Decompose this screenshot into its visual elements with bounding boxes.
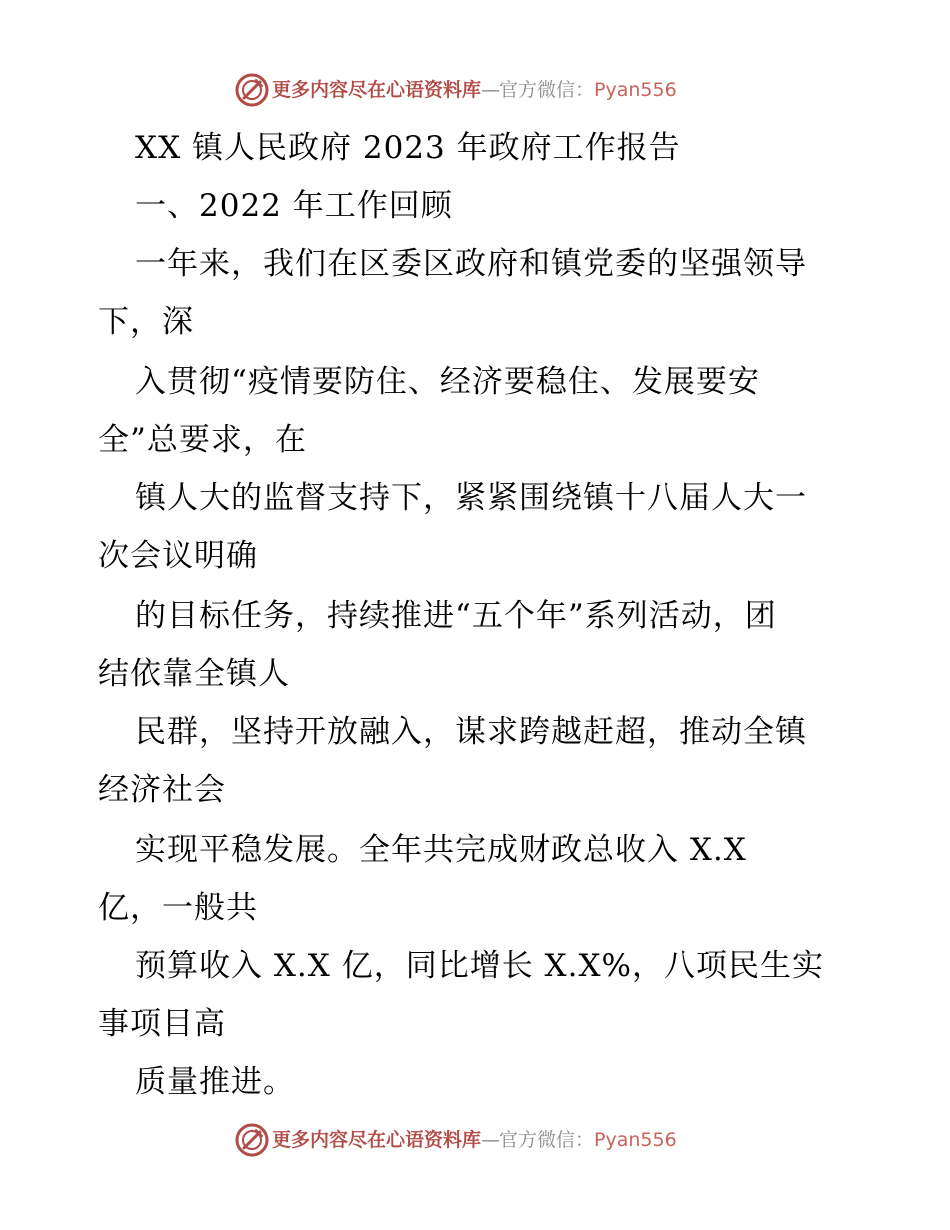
paragraph-line: 的目标任务，持续推进“五个年”系列活动，团 — [135, 598, 777, 634]
paragraph-line: 质量推进。 — [135, 1064, 295, 1100]
watermark-text — [272, 1128, 677, 1152]
seal-logo-icon — [234, 72, 270, 108]
watermark-main-text: 更多内容尽在心语资料库 — [272, 79, 482, 101]
paragraph-line: 下，深 — [98, 304, 194, 340]
paragraph-line: 民群，坚持开放融入，谋求跨越赶超，推动全镇 — [135, 714, 807, 750]
watermark-wechat-id: Pyan556 — [594, 1129, 677, 1151]
seal-logo-icon — [234, 1122, 270, 1158]
paragraph-line: 事项目高 — [98, 1006, 226, 1042]
watermark-banner-top — [0, 70, 950, 110]
watermark-wechat-label: 官方微信： — [499, 1129, 595, 1151]
paragraph-line: 全”总要求，在 — [98, 422, 307, 458]
watermark-text — [272, 78, 677, 102]
paragraph-line: 经济社会 — [98, 772, 226, 808]
paragraph-line: 结依靠全镇人 — [98, 656, 290, 692]
paragraph-line: 亿，一般共 — [98, 890, 258, 926]
watermark-wechat-label: 官方微信： — [499, 79, 595, 101]
section-heading: 一、2022 年工作回顾 — [135, 188, 453, 224]
paragraph-line: 实现平稳发展。全年共完成财政总收入 X.X — [135, 832, 747, 868]
watermark-wechat-id: Pyan556 — [594, 79, 677, 101]
paragraph-line: 入贯彻“疫情要防住、经济要稳住、发展要安 — [135, 364, 760, 400]
paragraph-line: 镇人大的监督支持下，紧紧围绕镇十八届人大一 — [135, 480, 807, 516]
watermark-banner-bottom — [0, 1120, 950, 1160]
watermark-main-text: 更多内容尽在心语资料库 — [272, 1129, 482, 1151]
paragraph-line: 次会议明确 — [98, 538, 258, 574]
watermark-separator: — — [481, 79, 500, 101]
paragraph-line: 一年来，我们在区委区政府和镇党委的坚强领导 — [135, 246, 807, 282]
watermark-separator: — — [481, 1129, 500, 1151]
document-title: XX 镇人民政府 2023 年政府工作报告 — [135, 130, 681, 166]
paragraph-line: 预算收入 X.X 亿，同比增长 X.X%，八项民生实 — [135, 948, 825, 984]
